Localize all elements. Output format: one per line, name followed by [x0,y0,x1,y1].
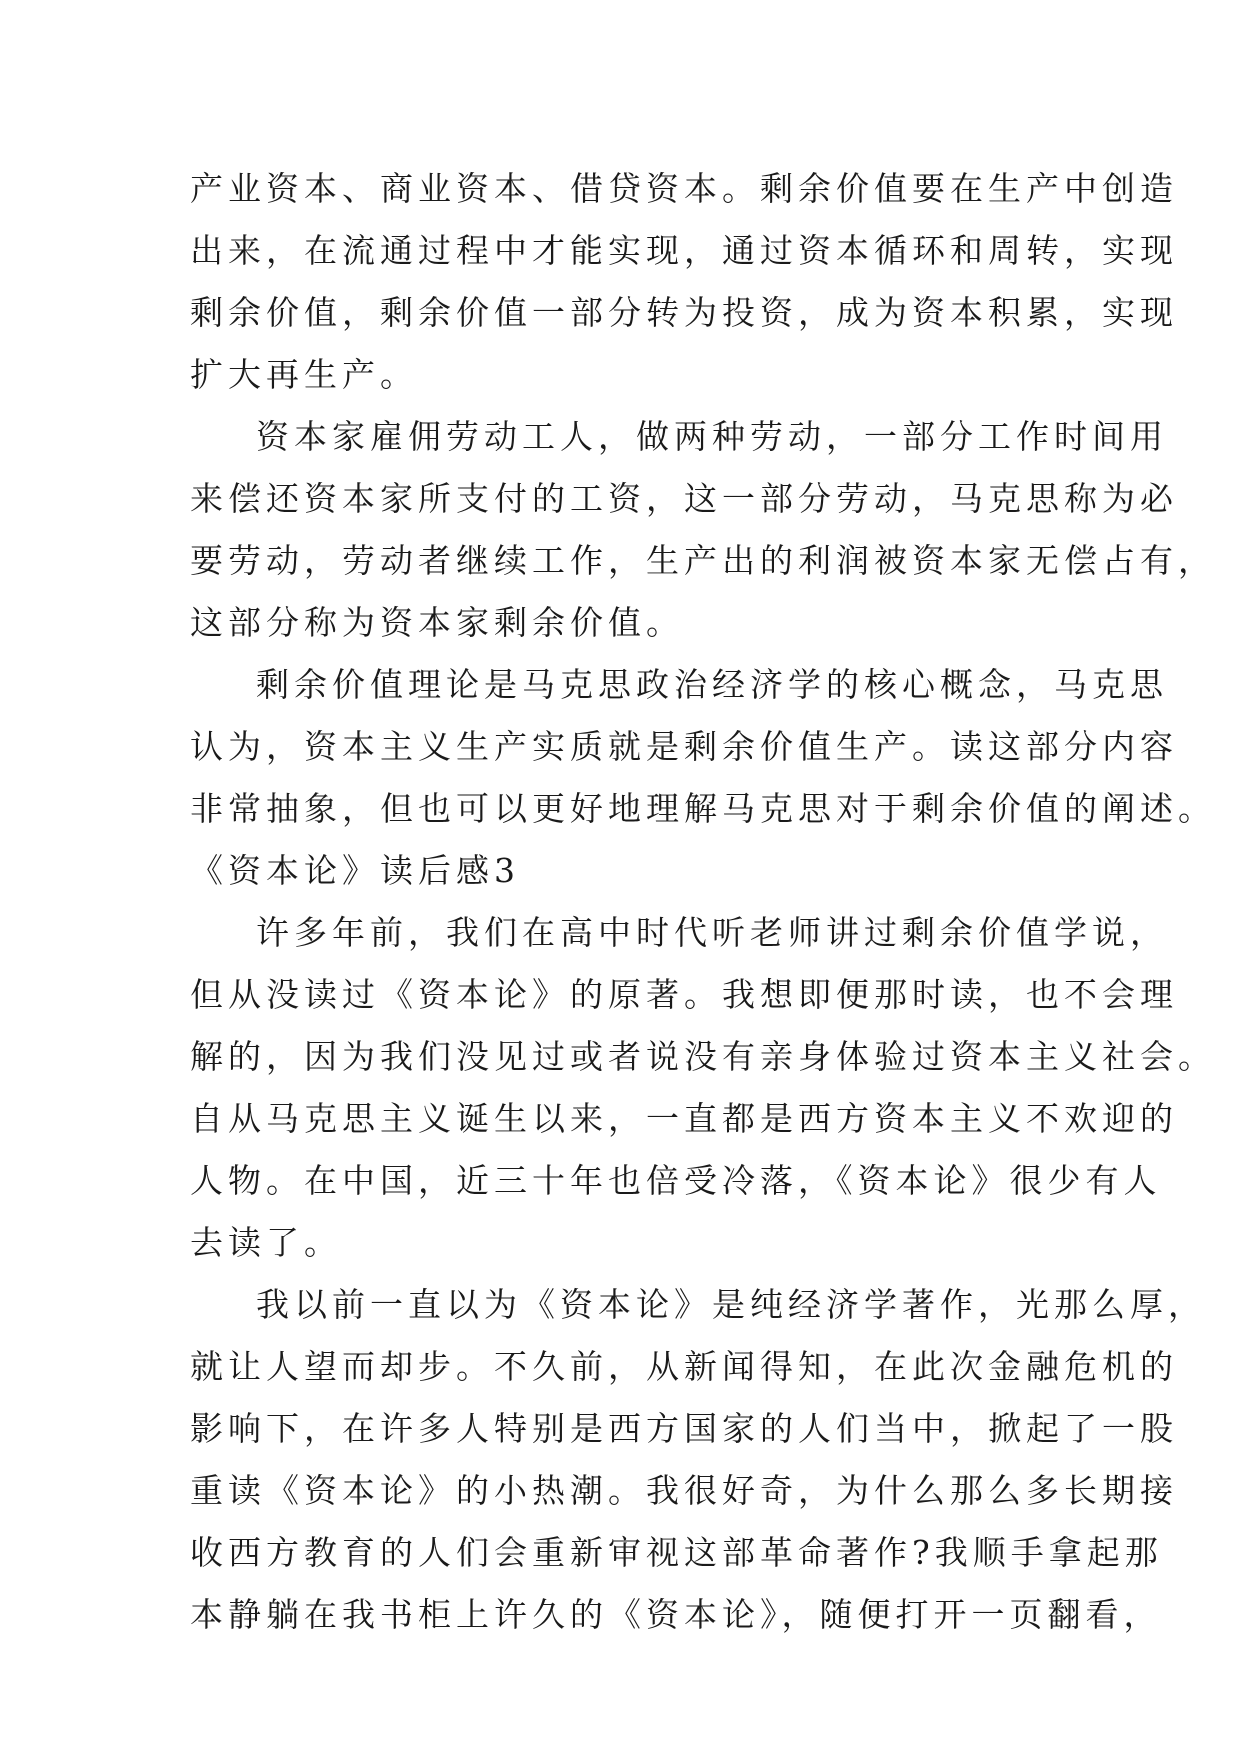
text-line: 自从马克思主义诞生以来，一直都是西方资本主义不欢迎的 [190,1099,1178,1138]
text-line: 剩余价值，剩余价值一部分转为投资，成为资本积累，实现 [190,293,1178,332]
text-line: 本静躺在我书柜上许久的《资本论》，随便打开一页翻看， [190,1595,1162,1634]
text-line: 收西方教育的人们会重新审视这部革命著作?我顺手拿起那 [190,1533,1163,1572]
text-line: 我以前一直以为《资本论》是纯经济学著作，光那么厚， [256,1285,1206,1324]
text-line: 扩大再生产。 [190,355,418,394]
text-line: 资本家雇佣劳动工人，做两种劳动，一部分工作时间用 [256,417,1168,456]
text-line: 重读《资本论》的小热潮。我很好奇，为什么那么多长期接 [190,1471,1178,1510]
text-line: 去读了。 [190,1223,342,1262]
text-line: 就让人望而却步。不久前，从新闻得知，在此次金融危机的 [190,1347,1178,1386]
text-line: 许多年前，我们在高中时代听老师讲过剩余价值学说， [256,913,1168,952]
section-heading: 《资本论》读后感3 [190,851,520,890]
text-line: 非常抽象，但也可以更好地理解马克思对于剩余价值的阐述。 [190,789,1216,828]
text-line: 要劳动，劳动者继续工作，生产出的利润被资本家无偿占有， [190,541,1216,580]
text-line: 产业资本、商业资本、借贷资本。剩余价值要在生产中创造 [190,169,1178,208]
text-line: 这部分称为资本家剩余价值。 [190,603,684,642]
text-line: 人物。在中国，近三十年也倍受冷落，《资本论》很少有人 [190,1161,1162,1200]
text-line: 但从没读过《资本论》的原著。我想即便那时读，也不会理 [190,975,1178,1014]
text-line: 认为，资本主义生产实质就是剩余价值生产。读这部分内容 [190,727,1178,766]
text-line: 来偿还资本家所支付的工资，这一部分劳动，马克思称为必 [190,479,1178,518]
text-line: 影响下，在许多人特别是西方国家的人们当中，掀起了一股 [190,1409,1178,1448]
text-line: 解的，因为我们没见过或者说没有亲身体验过资本主义社会。 [190,1037,1216,1076]
text-line: 剩余价值理论是马克思政治经济学的核心概念，马克思 [256,665,1168,704]
body-text [190,158,1216,1646]
text-line: 出来，在流通过程中才能实现，通过资本循环和周转，实现 [190,231,1178,270]
